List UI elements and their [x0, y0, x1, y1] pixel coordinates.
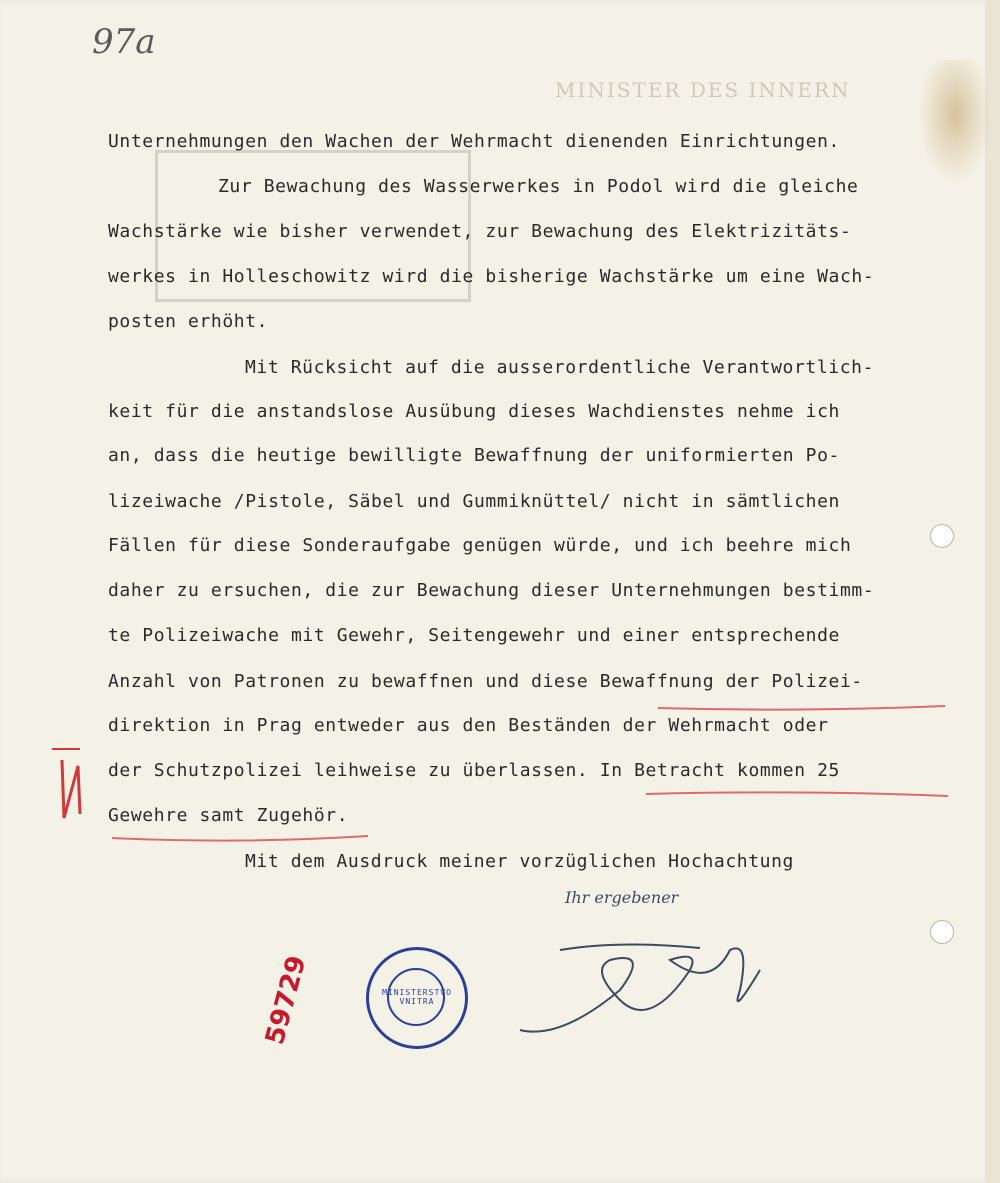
body-line: Mit Rücksicht auf die ausserordentliche Verantwortlich-: [245, 357, 875, 378]
body-line: der Schutzpolizei leihweise zu überlassen. In Betracht kommen 25: [108, 760, 840, 781]
signature: [500, 930, 770, 1050]
body-line: Wachstärke wie bisher verwendet, zur Bewachung des Elektrizitäts-: [108, 221, 852, 242]
body-line: posten erhöht.: [108, 311, 269, 332]
body-line: Unternehmungen den Wachen der Wehrmacht dienenden Einrichtungen.: [108, 131, 840, 152]
seal-text: MINISTERSTVO VNITRA: [382, 988, 452, 1006]
body-line: keit für die anstandslose Ausübung dieses Wachdienstes nehme ich: [108, 401, 840, 422]
closing-line: Mit dem Ausdruck meiner vorzüglichen Hochachtung: [245, 851, 794, 872]
body-line: Anzahl von Patronen zu bewaffnen und diese Bewaffnung der Polizei-: [108, 671, 863, 692]
body-line: te Polizeiwache mit Gewehr, Seitengewehr und einer entsprechende: [108, 625, 840, 646]
red-stamp-number: 59729: [260, 952, 313, 1048]
body-line: Gewehre samt Zugehör.: [108, 805, 349, 826]
body-line: daher zu ersuchen, die zur Bewachung dieser Unternehmungen bestimm-: [108, 580, 875, 601]
body-line: lizeiwache /Pistole, Säbel und Gummiknüttel/ nicht in sämtlichen: [108, 491, 840, 512]
body-line: direktion in Prag entweder aus den Beständen der Wehrmacht oder: [108, 715, 829, 736]
body-line: an, dass die heutige bewilligte Bewaffnung der uniformierten Po-: [108, 445, 840, 466]
body-line: Fällen für diese Sonderaufgabe genügen würde, und ich beehre mich: [108, 535, 852, 556]
bleed-through-header: MINISTER DES INNERN: [555, 78, 851, 102]
handwritten-closing: Ihr ergebener: [565, 888, 679, 907]
ministry-seal: [366, 947, 468, 1049]
body-line: werkes in Holleschowitz wird die bisherige Wachstärke um eine Wach-: [108, 266, 875, 287]
folio-number: 97a: [92, 22, 156, 62]
body-line: Zur Bewachung des Wasserwerkes in Podol wird die gleiche: [218, 176, 859, 197]
